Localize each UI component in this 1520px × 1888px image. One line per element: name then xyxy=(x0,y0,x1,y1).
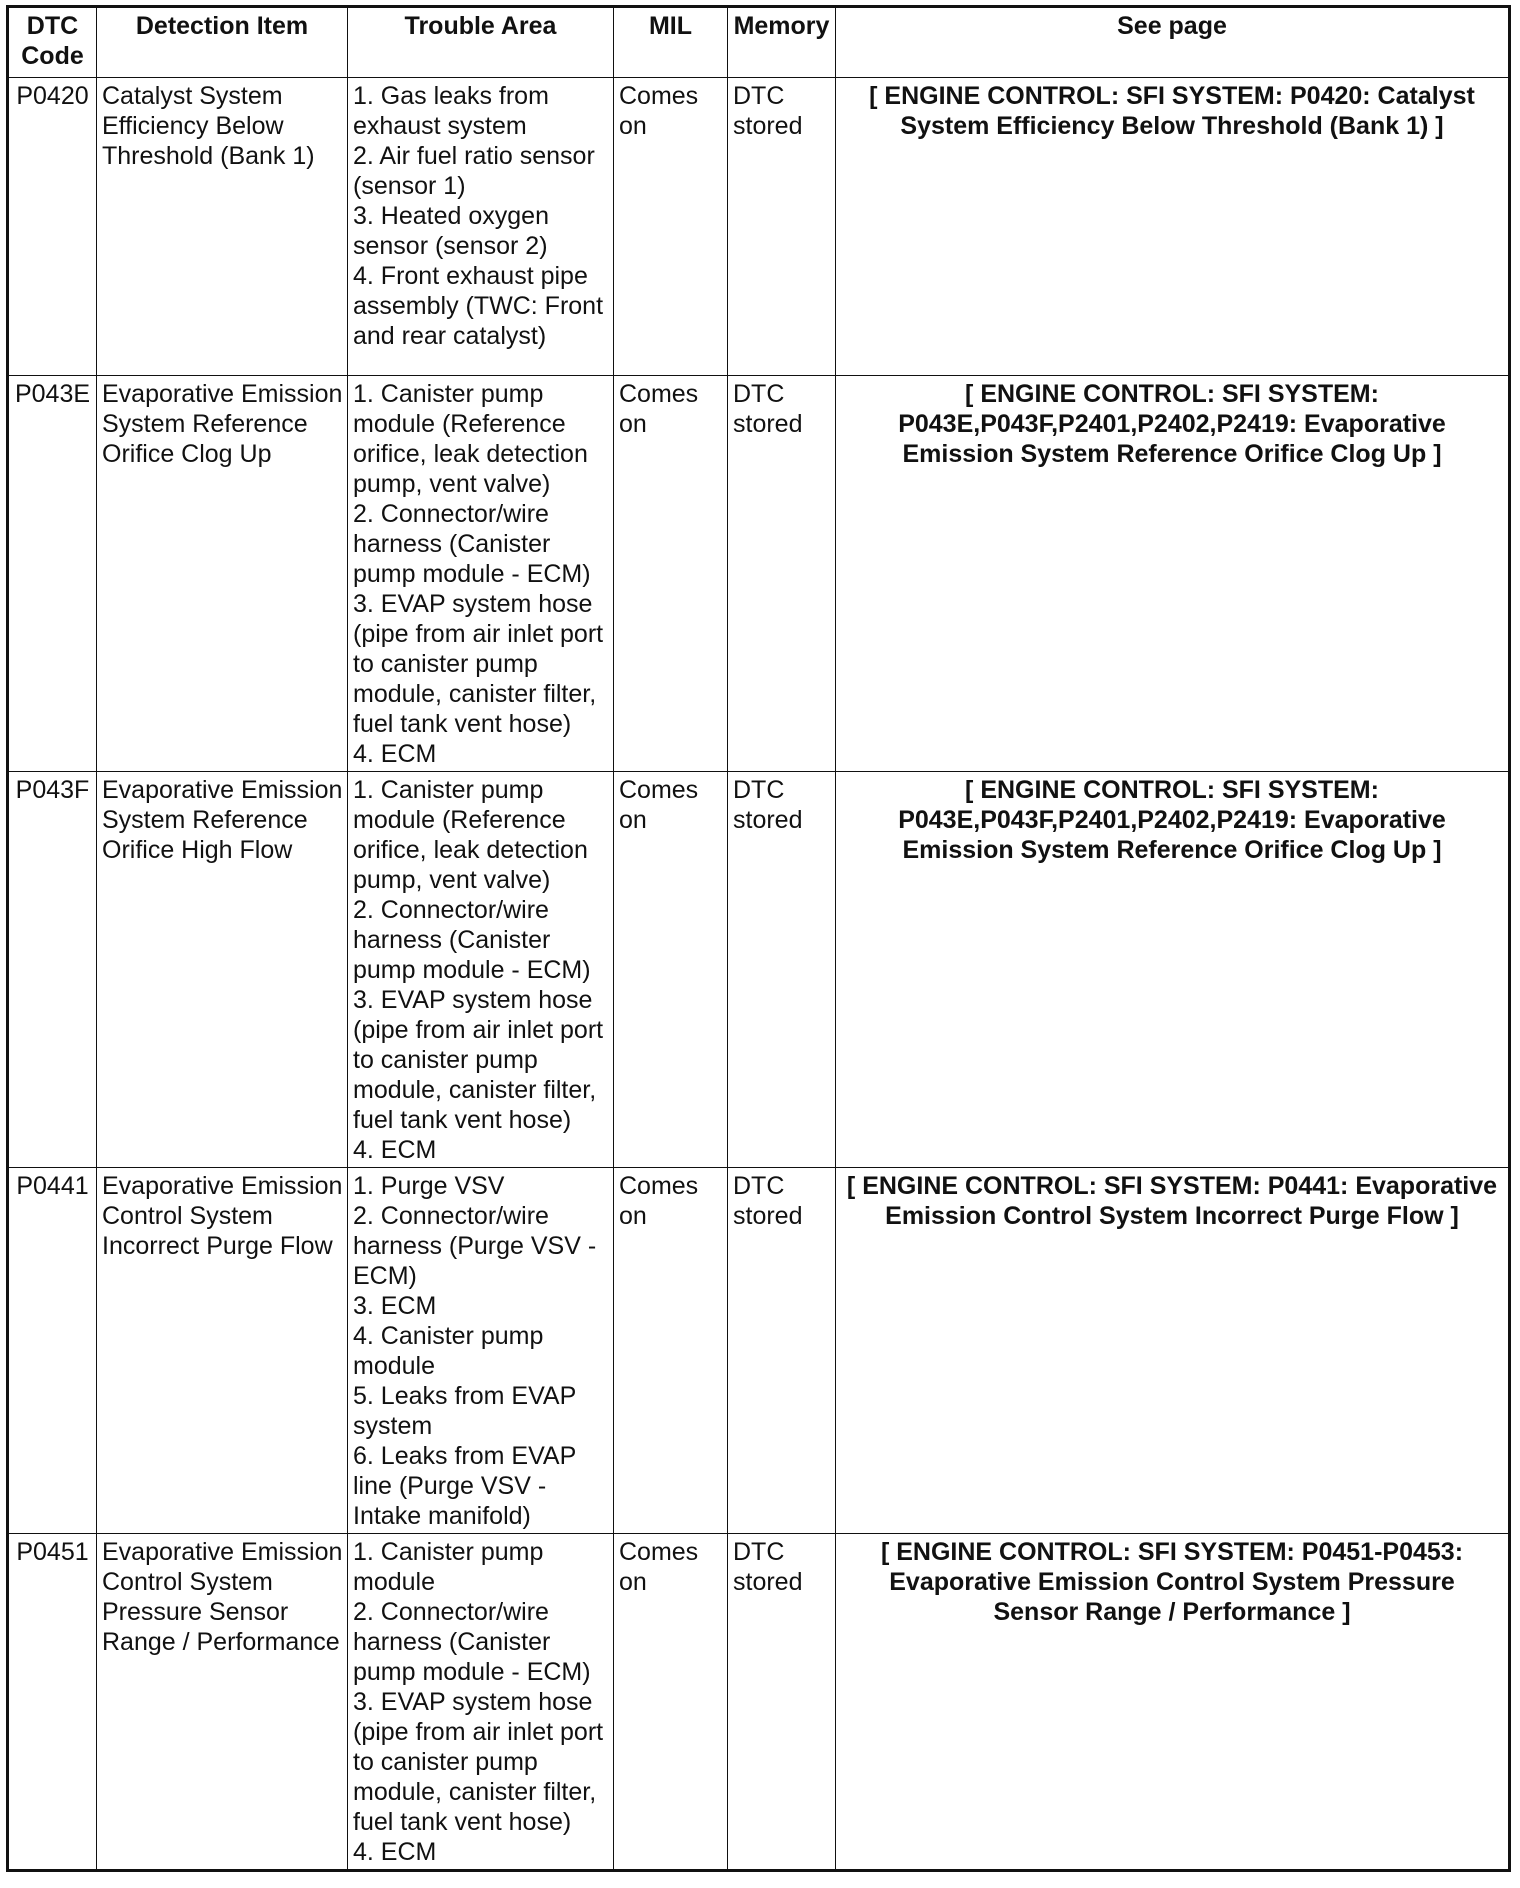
memory-cell xyxy=(728,772,836,1168)
detection-item-cell-line: Range / Performance xyxy=(102,1628,340,1656)
detection-item-cell-line: Evaporative Emission xyxy=(102,776,343,804)
trouble-area-cell-line: harness (Canister xyxy=(353,530,551,558)
mil-cell xyxy=(614,78,728,376)
trouble-area-cell-line: fuel tank vent hose) xyxy=(353,710,572,738)
trouble-area-cell-line: harness (Purge VSV - xyxy=(353,1232,597,1260)
trouble-area-cell-line: to canister pump xyxy=(353,1748,538,1776)
trouble-area-cell xyxy=(348,1534,614,1871)
trouble-area-cell xyxy=(348,1168,614,1534)
trouble-area-cell-line: (pipe from air inlet port xyxy=(353,620,604,648)
header-memory: Memory xyxy=(728,7,836,78)
trouble-area-cell-line: and rear catalyst) xyxy=(353,322,547,350)
mil-cell xyxy=(614,1534,728,1871)
trouble-area-cell-line: ECM) xyxy=(353,1262,417,1290)
detection-item-cell xyxy=(97,78,348,376)
trouble-area-cell-line: pump module - ECM) xyxy=(353,956,591,984)
mil-cell xyxy=(614,1168,728,1534)
detection-item-cell xyxy=(97,772,348,1168)
mil-cell-line: Comes xyxy=(619,380,699,408)
trouble-area-cell xyxy=(348,376,614,772)
see-page-cell-line: P043E,P043F,P2401,P2402,P2419: Evaporative xyxy=(898,410,1446,438)
trouble-area-cell-line: 3. Heated oxygen xyxy=(353,202,549,230)
trouble-area-cell-line: 5. Leaks from EVAP xyxy=(353,1382,577,1410)
see-page-cell-line: Emission System Reference Orifice Clog Up ] xyxy=(902,836,1442,864)
trouble-area-cell-line: 1. Gas leaks from xyxy=(353,82,549,110)
detection-item-cell-line: Evaporative Emission xyxy=(102,1172,343,1200)
detection-item-cell-line: Incorrect Purge Flow xyxy=(102,1232,333,1260)
see-page-cell-line: Sensor Range / Performance ] xyxy=(993,1598,1351,1626)
memory-cell xyxy=(728,1534,836,1871)
header-mil: MIL xyxy=(614,7,728,78)
trouble-area-cell-line: fuel tank vent hose) xyxy=(353,1808,572,1836)
see-page-cell-line: Evaporative Emission Control System Pressure xyxy=(889,1568,1455,1596)
detection-item-cell-line: Orifice Clog Up xyxy=(102,440,272,468)
see-page-cell xyxy=(836,376,1510,772)
trouble-area-cell-line: pump module - ECM) xyxy=(353,560,591,588)
trouble-area-cell-line: pump, vent valve) xyxy=(353,866,551,894)
memory-cell-line: stored xyxy=(733,1568,803,1596)
trouble-area-cell xyxy=(348,78,614,376)
see-page-cell xyxy=(836,772,1510,1168)
header-dtc-code: DTC Code xyxy=(8,7,97,78)
trouble-area-cell-line: 4. Canister pump xyxy=(353,1322,544,1350)
detection-item-cell-line: Orifice High Flow xyxy=(102,836,293,864)
detection-item-cell-line: Control System xyxy=(102,1568,273,1596)
trouble-area-cell-line: 1. Canister pump xyxy=(353,776,544,804)
trouble-area-cell-line: module, canister filter, xyxy=(353,680,597,708)
trouble-area-cell-line: (sensor 1) xyxy=(353,172,466,200)
trouble-area-cell-line: system xyxy=(353,1412,433,1440)
memory-cell-line: DTC xyxy=(733,82,785,110)
trouble-area-cell-line: pump, vent valve) xyxy=(353,470,551,498)
detection-item-cell-line: Pressure Sensor xyxy=(102,1598,289,1626)
mil-cell-line: on xyxy=(619,806,647,834)
dtc-code-cell: P043F xyxy=(8,772,97,1168)
mil-cell-line: on xyxy=(619,1202,647,1230)
trouble-area-cell-line: module (Reference xyxy=(353,410,566,438)
see-page-cell-line: [ ENGINE CONTROL: SFI SYSTEM: P0441: Evaporative xyxy=(846,1172,1498,1200)
trouble-area-cell-line: orifice, leak detection xyxy=(353,440,588,468)
detection-item-cell xyxy=(97,1534,348,1871)
table-row xyxy=(8,78,1510,376)
detection-item-cell-line: Efficiency Below xyxy=(102,112,284,140)
trouble-area-cell-line: pump module - ECM) xyxy=(353,1658,591,1686)
trouble-area-cell-line: 4. ECM xyxy=(353,740,437,768)
mil-cell-line: Comes xyxy=(619,776,699,804)
trouble-area-cell-line: (pipe from air inlet port xyxy=(353,1016,604,1044)
detection-item-cell-line: Control System xyxy=(102,1202,273,1230)
memory-cell xyxy=(728,78,836,376)
trouble-area-cell-line: sensor (sensor 2) xyxy=(353,232,548,260)
trouble-area-cell-line: 4. Front exhaust pipe xyxy=(353,262,588,290)
trouble-area-cell-line: fuel tank vent hose) xyxy=(353,1106,572,1134)
see-page-cell-line: [ ENGINE CONTROL: SFI SYSTEM: P0451-P0453: xyxy=(880,1538,1464,1566)
memory-cell-line: stored xyxy=(733,112,803,140)
detection-item-cell-line: Evaporative Emission xyxy=(102,1538,343,1566)
trouble-area-cell-line: 2. Connector/wire xyxy=(353,500,549,528)
table-row xyxy=(8,1534,1510,1871)
trouble-area-cell-line: module, canister filter, xyxy=(353,1076,597,1104)
see-page-cell xyxy=(836,1168,1510,1534)
see-page-cell-line: [ ENGINE CONTROL: SFI SYSTEM: xyxy=(965,380,1379,408)
mil-cell-line: Comes xyxy=(619,1538,699,1566)
trouble-area-cell-line: 1. Canister pump xyxy=(353,1538,544,1566)
header-trouble-area: Trouble Area xyxy=(348,7,614,78)
detection-item-cell-line: Evaporative Emission xyxy=(102,380,343,408)
trouble-area-cell-line: 4. ECM xyxy=(353,1136,437,1164)
memory-cell-line: stored xyxy=(733,410,803,438)
detection-item-cell-line: System Reference xyxy=(102,806,308,834)
mil-cell-line: on xyxy=(619,1568,647,1596)
trouble-area-cell-line: 2. Connector/wire xyxy=(353,1202,549,1230)
memory-cell-line: DTC xyxy=(733,1172,785,1200)
trouble-area-cell-line: 6. Leaks from EVAP xyxy=(353,1442,577,1470)
memory-cell-line: DTC xyxy=(733,1538,785,1566)
trouble-area-cell-line: 3. EVAP system hose xyxy=(353,986,593,1014)
dtc-code-cell: P0441 xyxy=(8,1168,97,1534)
trouble-area-cell-line: 4. ECM xyxy=(353,1838,437,1866)
trouble-area-cell-line: (pipe from air inlet port xyxy=(353,1718,604,1746)
detection-item-cell xyxy=(97,1168,348,1534)
trouble-area-cell xyxy=(348,772,614,1168)
detection-item-cell-line: Catalyst System xyxy=(102,82,283,110)
dtc-table xyxy=(6,5,1511,1872)
dtc-code-cell: P043E xyxy=(8,376,97,772)
trouble-area-cell-line: module, canister filter, xyxy=(353,1778,597,1806)
trouble-area-cell-line: 2. Connector/wire xyxy=(353,896,549,924)
trouble-area-cell-line: harness (Canister xyxy=(353,1628,551,1656)
mil-cell-line: Comes xyxy=(619,82,699,110)
trouble-area-cell-line: line (Purge VSV - xyxy=(353,1472,547,1500)
trouble-area-cell-line: exhaust system xyxy=(353,112,527,140)
trouble-area-cell-line: to canister pump xyxy=(353,1046,538,1074)
dtc-code-cell: P0420 xyxy=(8,78,97,376)
trouble-area-cell-line: 1. Canister pump xyxy=(353,380,544,408)
see-page-cell-line: Emission Control System Incorrect Purge Flow ] xyxy=(885,1202,1459,1230)
trouble-area-cell-line: orifice, leak detection xyxy=(353,836,588,864)
mil-cell-line: Comes xyxy=(619,1172,699,1200)
memory-cell xyxy=(728,1168,836,1534)
trouble-area-cell-line: 3. ECM xyxy=(353,1292,437,1320)
trouble-area-cell-line: 1. Purge VSV xyxy=(353,1172,505,1200)
see-page-cell xyxy=(836,78,1510,376)
detection-item-cell-line: Threshold (Bank 1) xyxy=(102,142,315,170)
trouble-area-cell-line: 2. Connector/wire xyxy=(353,1598,549,1626)
table-row xyxy=(8,1168,1510,1534)
see-page-cell-line: P043E,P043F,P2401,P2402,P2419: Evaporative xyxy=(898,806,1446,834)
mil-cell xyxy=(614,772,728,1168)
table-row xyxy=(8,376,1510,772)
trouble-area-cell-line: module xyxy=(353,1568,435,1596)
mil-cell-line: on xyxy=(619,410,647,438)
trouble-area-cell-line: Intake manifold) xyxy=(353,1502,531,1530)
trouble-area-cell-line: module (Reference xyxy=(353,806,566,834)
memory-cell-line: stored xyxy=(733,806,803,834)
trouble-area-cell-line: 3. EVAP system hose xyxy=(353,1688,593,1716)
see-page-cell-line: System Efficiency Below Threshold (Bank 1) ] xyxy=(900,112,1444,140)
see-page-cell-line: [ ENGINE CONTROL: SFI SYSTEM: P0420: Catalyst xyxy=(869,82,1475,110)
detection-item-cell-line: System Reference xyxy=(102,410,308,438)
memory-cell xyxy=(728,376,836,772)
memory-cell-line: DTC xyxy=(733,776,785,804)
trouble-area-cell-line: 2. Air fuel ratio sensor xyxy=(353,142,595,170)
detection-item-cell xyxy=(97,376,348,772)
dtc-code-cell: P0451 xyxy=(8,1534,97,1871)
table-header-row xyxy=(8,7,1510,78)
see-page-cell-line: [ ENGINE CONTROL: SFI SYSTEM: xyxy=(965,776,1379,804)
header-see-page: See page xyxy=(836,7,1510,78)
trouble-area-cell-line: harness (Canister xyxy=(353,926,551,954)
mil-cell-line: on xyxy=(619,112,647,140)
memory-cell-line: stored xyxy=(733,1202,803,1230)
header-detection-item: Detection Item xyxy=(97,7,348,78)
table-row xyxy=(8,772,1510,1168)
trouble-area-cell-line: to canister pump xyxy=(353,650,538,678)
trouble-area-cell-line: module xyxy=(353,1352,435,1380)
memory-cell-line: DTC xyxy=(733,380,785,408)
trouble-area-cell-line: assembly (TWC: Front xyxy=(353,292,604,320)
mil-cell xyxy=(614,376,728,772)
see-page-cell-line: Emission System Reference Orifice Clog Up ] xyxy=(902,440,1442,468)
see-page-cell xyxy=(836,1534,1510,1871)
trouble-area-cell-line: 3. EVAP system hose xyxy=(353,590,593,618)
